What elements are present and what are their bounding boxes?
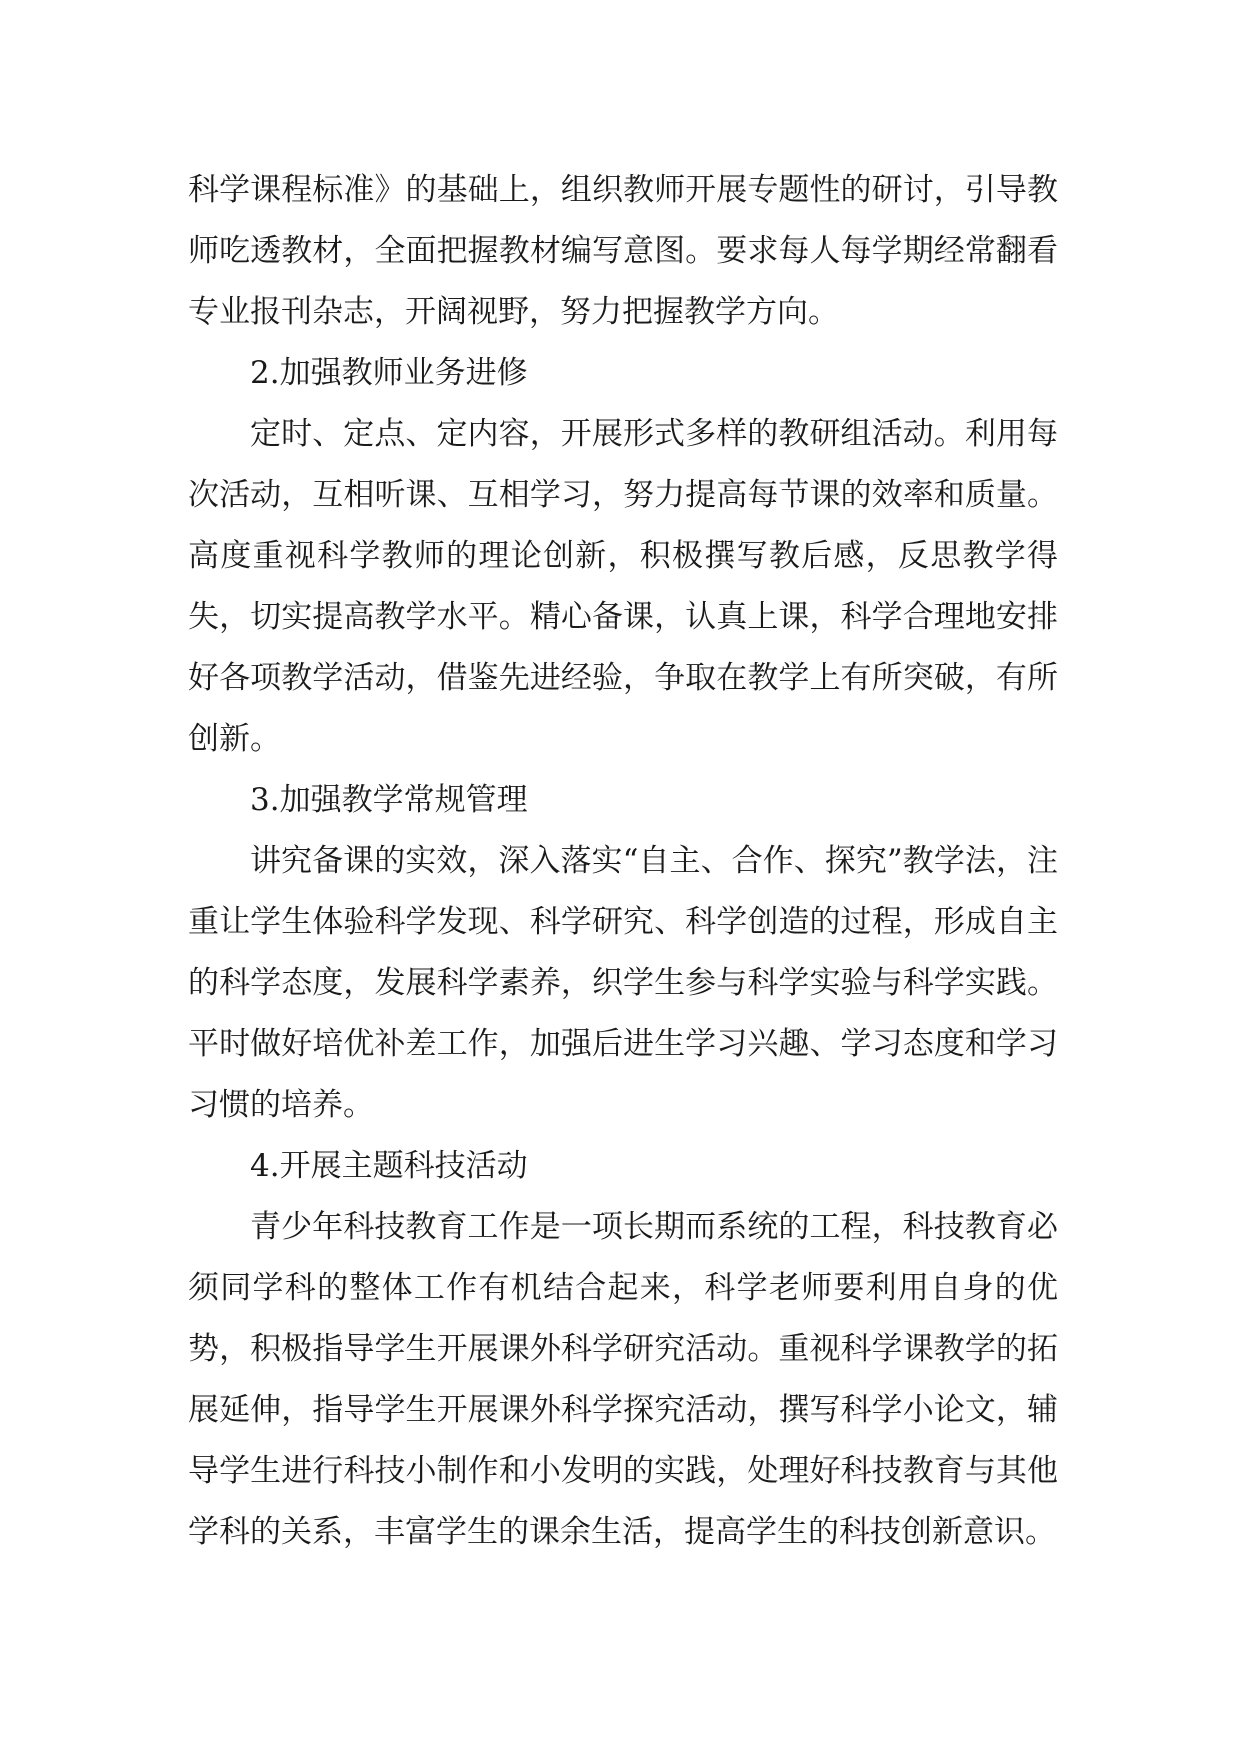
section-heading-3: 3.加强教学常规管理: [250, 782, 528, 818]
document-body: [188, 160, 1058, 1563]
paragraph-teacher-training: 定时、定点、定内容，开展形式多样的教研组活动。利用每次活动，互相听课、互相学习，努力提高每节课的效率和质量。高度重视科学教师的理论创新，积极撰写教后感，反思教学得失，切实提高教学水平。精心备课，认真上课，科学合理地安排好各项教学活动，借鉴先进经验，争取在教学上有所突破，有所创新。: [188, 416, 1058, 757]
section-heading-4: 4.开展主题科技活动: [250, 1148, 528, 1184]
paragraph-continued: 科学课程标准》的基础上，组织教师开展专题性的研讨，引导教师吃透教材，全面把握教材编写意图。要求每人每学期经常翻看专业报刊杂志，开阔视野，努力把握教学方向。: [188, 172, 1058, 330]
paragraph-tech-activities: 青少年科技教育工作是一项长期而系统的工程，科技教育必须同学科的整体工作有机结合起来，科学老师要利用自身的优势，积极指导学生开展课外科学研究活动。重视科学课教学的拓展延伸，指导学生开展课外科学探究活动，撰写科学小论文，辅导学生进行科技小制作和小发明的实践，处理好科技教育与其他学科的关系，丰富学生的课余生活，提高学生的科技创新意识。: [188, 1209, 1058, 1550]
section-heading-2: 2.加强教师业务进修: [250, 355, 528, 391]
paragraph-routine-management: 讲究备课的实效，深入落实“自主、合作、探究”教学法，注重让学生体验科学发现、科学研究、科学创造的过程，形成自主的科学态度，发展科学素养，织学生参与科学实验与科学实践。平时做好培优补差工作，加强后进生学习兴趣、学习态度和学习习惯的培养。: [188, 843, 1058, 1123]
